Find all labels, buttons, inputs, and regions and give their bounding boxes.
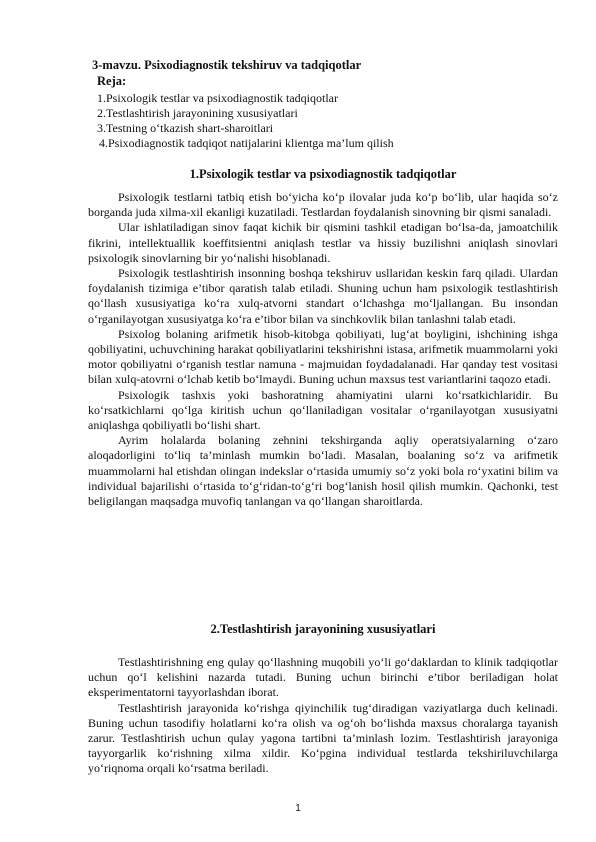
section-heading: 1.Psixologik testlar va psixodiagnostik tadqiqotlar — [189, 167, 457, 181]
plan-item: 1.Psixologik testlar va psixodiagnostik tadqiqotlar — [97, 91, 338, 105]
paragraph: Psixolog bolaning arifmetik hisob-kitobga qobiliyati, lug‘at boyligini, ishchining ishga qobiliyatini, uchuvchining harakat qobiliyatlarini tekshirishni istasa, arifmetik muammolarni yoki motor qobiliyatni o‘rganish testlar namuna - majmuidan foydadalanadi. Har qanday test vositasi bilan xulq-atovrni o‘lchab ketib bo‘lmaydi. Buning uchun maxsus test variantlarini taqozo etadi. — [88, 326, 558, 387]
section-body — [88, 655, 558, 777]
section-heading: 2.Testlashtirish jarayonining xususiyatlari — [210, 622, 436, 636]
plan-item: 2.Testlashtirish jarayonining xususiyatlari — [97, 106, 298, 120]
plan-item: 4.Psixodiagnostik tadqiqot natijalarini klientga ma’lum qilish — [99, 136, 394, 150]
paragraph: Testlashtirish jarayonida ko‘rishga qiyinchilik tug‘diradigan vaziyatlarga duch kelinadi. Buning uchun tasodifiy holatlarni ko‘ra olish va og‘oh bo‘lishda maxsus choralarga tayanish zarur. Testlashtirish uchun qulay yagona tartibni ta’minlash lozim. Testlashtirish jarayoniga tayyorgarlik ko‘rishning xilma xildir. Ko‘pgina individual testlarda tekshiriluvchilarga yo‘riqnoma orqali ko‘rsatma beriladi. — [88, 700, 558, 776]
paragraph: Psixologik testlashtirish insonning boshqa tekshiruv usllaridan keskin farq qiladi. Ulardan foydalanish tizimiga e’tibor qaratish talab etiladi. Shuning uchun ham psixologik testlashtirish qo‘llash xususiyatiga ko‘ra xulq-atvorni standart o‘lchashga mo‘ljallangan. Bu insondan o‘rganilayotgan xususiyatga ko‘ra e’tibor bilan va sinchkovlik bilan tanlashni talab etadi. — [88, 266, 558, 326]
topic-title: 3-mavzu. Psixodiagnostik tekshiruv va tadqiqotlar — [92, 58, 362, 72]
paragraph: Testlashtirishning eng qulay qo‘llashning muqobili yo‘li go‘daklardan to klinik tadqiqotlar uchun qo‘l kelishini nazarda tutadi. Buning uchun birinchi e’tibor beriladigan holat eksperimentatorni tayyorlashdan iborat. — [88, 655, 558, 700]
section-body — [88, 190, 558, 509]
paragraph: Ayrim holalarda bolaning zehnini tekshirganda aqliy operatsiyalarning o‘zaro aloqadorligini to‘liq ta’minlash mumkin bo‘ladi. Masalan, boalaning so‘z va arifmetik muammolarni hal etishdan olingan indekslar o‘rtasida umumiy so‘z yoki bola ro‘yxatini bilim va individual bajarilishi o‘rtasida to‘g‘ridan-to‘g‘ri bog‘lanish hosil qilish mumkin. Qachonki, test beligilangan maqsadga muvofiq tanlangan va qo‘llangan sharoitlarda. — [88, 433, 558, 509]
paragraph: Psixologik testlarni tatbiq etish bo‘yicha ko‘p ilovalar juda ko‘p bo‘lib, ular haqida so‘z borganda juda xilma-xil ekanligi kuzatiladi. Testlardan foydalanish sinovning bir qismi sanaladi. — [88, 190, 558, 220]
plan-item: 3.Testning o‘tkazish shart-sharoitlari — [97, 121, 274, 135]
plan-label: Reja: — [97, 74, 127, 88]
plan-list — [97, 91, 394, 151]
paragraph: Ular ishlatiladigan sinov faqat kichik bir qismini tashkil etadigan bo‘lsa-da, jamoatchilik fikrini, intellektuallik koeffitsientni aniqlash testlar va hissiy buzilishni aniqlash sinovlari psixologik sinovlarning bir yo‘nalishi hisoblanadi. — [88, 220, 558, 265]
paragraph: Psixologik tashxis yoki bashoratning ahamiyatini ularni ko‘rsatkichlaridir. Bu ko‘rsatkichlarni qo‘lga kiritish uchun qo‘llaniladigan vositalar o‘rganilayotgan xususiyatni aniqlashga qobiliyatli bo‘lishi shart. — [88, 387, 558, 433]
page-number: 1 — [295, 803, 301, 814]
